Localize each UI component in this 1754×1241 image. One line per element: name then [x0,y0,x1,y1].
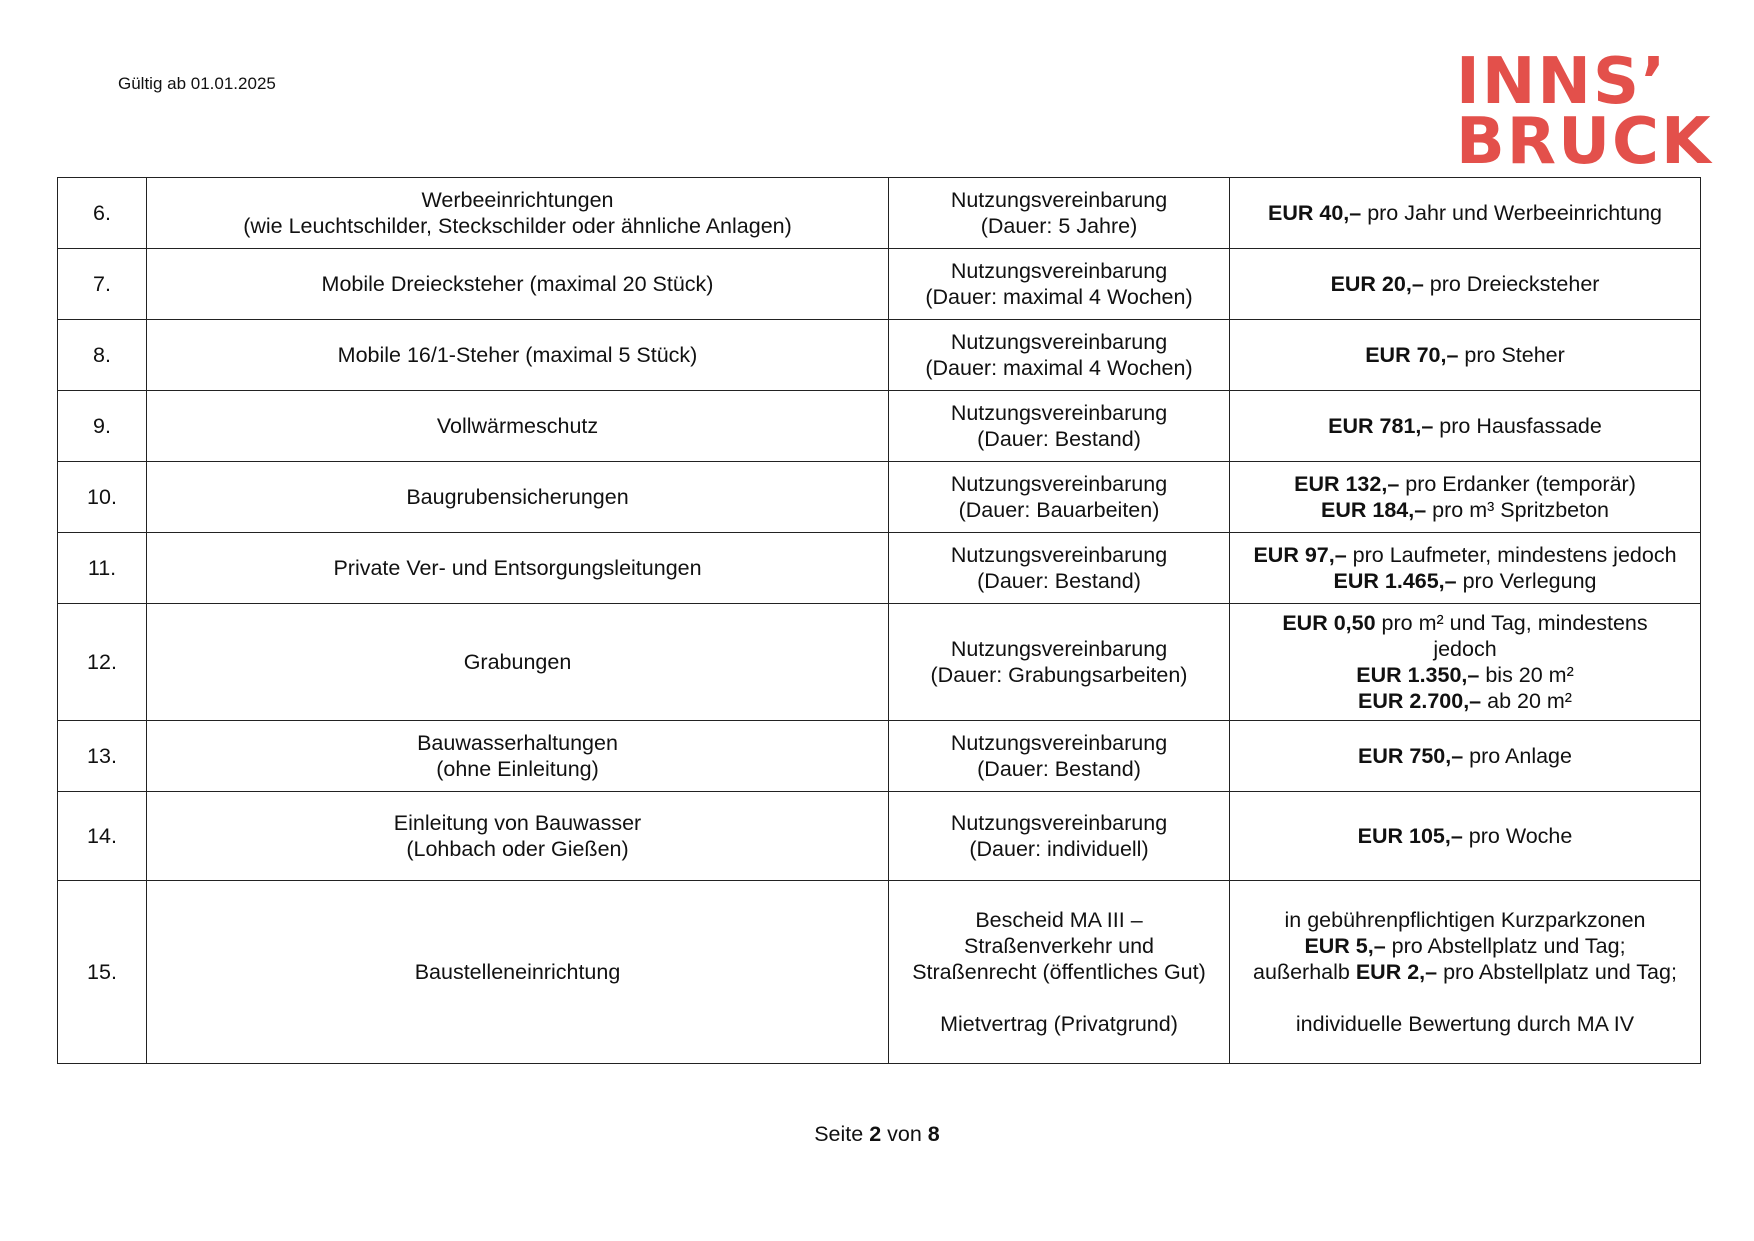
valid-from: Gültig ab 01.01.2025 [118,74,276,93]
fee-amount: EUR 40,– [1268,201,1362,225]
fee-cell [1230,249,1701,320]
fee-amount: EUR 132,– [1294,472,1400,496]
agreement-cell-line: Nutzungsvereinbarung [950,637,1168,661]
fee-amount: EUR 5,– [1304,934,1386,958]
fee-amount: EUR 105,– [1357,824,1463,848]
agreement-cell-line: Nutzungsvereinbarung [950,259,1168,283]
table-row [58,249,1701,320]
fee-line [1234,907,1696,933]
fee-text: pro Verlegung [1456,569,1597,593]
fee-cell [1230,462,1701,533]
description-cell-line: Vollwärmeschutz [436,414,599,438]
fee-amount: EUR 184,– [1321,498,1427,522]
description-cell [147,792,889,881]
agreement-cell [889,462,1230,533]
fee-text: pro Steher [1458,343,1565,367]
description-cell [147,881,889,1064]
agreement-cell-line: Nutzungsvereinbarung [950,188,1168,212]
fee-cell [1230,792,1701,881]
row-number: 13. [58,721,147,792]
agreement-cell-line: (Dauer: 5 Jahre) [980,214,1138,238]
fee-cell [1230,320,1701,391]
fee-line [1234,342,1696,368]
fee-cell [1230,391,1701,462]
agreement-cell-line: Bescheid MA III – [975,908,1143,932]
table-row [58,721,1701,792]
fee-text: pro Abstellplatz und Tag; [1437,960,1677,984]
fee-text: pro Anlage [1463,744,1572,768]
description-cell-line: Mobile 16/1-Steher (maximal 5 Stück) [337,343,698,367]
agreement-cell-line: Straßenrecht (öffentliches Gut) [912,960,1206,984]
agreement-cell-line: (Dauer: maximal 4 Wochen) [925,285,1193,309]
agreement-cell-line: Mietvertrag (Privatgrund) [940,1012,1178,1036]
fee-line [1234,933,1696,959]
description-cell [147,721,889,792]
agreement-cell-line: Nutzungsvereinbarung [950,472,1168,496]
fee-line [1234,1011,1696,1037]
description-cell-line: Einleitung von Bauwasser [393,811,642,835]
agreement-cell [889,792,1230,881]
description-cell [147,533,889,604]
fee-line [1234,662,1696,688]
fee-line [1234,688,1696,714]
description-cell-line: Baustelleneinrichtung [414,960,621,984]
agreement-cell-line: (Dauer: Bauarbeiten) [958,498,1160,522]
footer-page: 2 [869,1122,882,1146]
fee-text: pro Jahr und Werbeeinrichtung [1361,201,1662,225]
fee-text: pro Abstellplatz und Tag; [1385,934,1626,958]
row-number: 11. [58,533,147,604]
footer-middle: von [881,1122,928,1146]
description-cell-line: Grabungen [463,650,572,674]
table-row [58,604,1701,721]
fee-table [57,177,1701,1064]
agreement-cell [889,249,1230,320]
fee-text: pro Laufmeter, mindestens jedoch [1346,543,1677,567]
agreement-cell-line: (Dauer: maximal 4 Wochen) [925,356,1193,380]
agreement-cell-line: (Dauer: Bestand) [977,427,1141,451]
description-cell [147,604,889,721]
agreement-cell [889,320,1230,391]
fee-line [1234,568,1696,594]
fee-amount: EUR 781,– [1328,414,1434,438]
fee-line [1234,743,1696,769]
agreement-cell-line: Straßenverkehr und [963,934,1154,958]
agreement-cell [889,178,1230,249]
fee-line [1234,542,1696,568]
fee-amount: EUR 97,– [1253,543,1347,567]
table-row [58,792,1701,881]
description-cell-line: (ohne Einleitung) [436,757,599,781]
logo-line-1: INNS’ [1456,45,1668,119]
description-cell [147,178,889,249]
fee-text: jedoch [1433,637,1497,661]
agreement-cell-line: Nutzungsvereinbarung [950,543,1168,567]
table-row [58,320,1701,391]
agreement-cell-line: Nutzungsvereinbarung [950,401,1168,425]
fee-amount: EUR 20,– [1330,272,1424,296]
agreement-cell-line [893,985,1225,1011]
row-number: 12. [58,604,147,721]
table-row [58,178,1701,249]
fee-text: bis 20 m² [1479,663,1574,687]
fee-amount: EUR 1.465,– [1333,569,1457,593]
row-number: 15. [58,881,147,1064]
fee-line [1234,271,1696,297]
agreement-cell-line: (Dauer: Grabungsarbeiten) [930,663,1188,687]
fee-cell [1230,178,1701,249]
fee-line [1234,636,1696,662]
table-row [58,391,1701,462]
fee-amount: EUR 0,50 [1282,611,1376,635]
fee-amount: EUR 750,– [1358,744,1464,768]
fee-prefix: individuelle Bewertung durch MA IV [1295,1012,1635,1036]
fee-text: pro Dreiecksteher [1423,272,1600,296]
agreement-cell-line: (Dauer: Bestand) [977,569,1141,593]
agreement-cell-line: (Dauer: Bestand) [977,757,1141,781]
fee-text: pro Hausfassade [1433,414,1602,438]
fee-amount: EUR 2,– [1355,960,1438,984]
description-cell [147,462,889,533]
agreement-cell [889,391,1230,462]
table-row [58,881,1701,1064]
description-cell-line: Mobile Dreiecksteher (maximal 20 Stück) [321,272,714,296]
fee-text: pro m² und Tag, mindestens [1375,611,1648,635]
fee-text: ab 20 m² [1481,689,1572,713]
fee-amount: EUR 70,– [1365,343,1459,367]
description-cell-line: (wie Leuchtschilder, Steckschilder oder ähnliche Anlagen) [243,214,792,238]
table-row [58,533,1701,604]
fee-line [1234,497,1696,523]
row-number: 14. [58,792,147,881]
row-number: 8. [58,320,147,391]
description-cell [147,320,889,391]
agreement-cell-line: Nutzungsvereinbarung [950,731,1168,755]
fee-amount: EUR 2.700,– [1358,689,1482,713]
row-number: 6. [58,178,147,249]
fee-line [1234,823,1696,849]
fee-text: pro Erdanker (temporär) [1399,472,1636,496]
fee-line [1234,610,1696,636]
description-cell-line: Bauwasserhaltungen [417,731,618,755]
fee-line [1234,985,1696,1011]
description-cell [147,391,889,462]
fee-line [1234,200,1696,226]
agreement-cell-line: (Dauer: individuell) [969,837,1149,861]
fee-cell [1230,604,1701,721]
fee-table-body [58,178,1701,1064]
fee-text: pro m³ Spritzbeton [1426,498,1609,522]
agreement-cell [889,881,1230,1064]
fee-amount: EUR 1.350,– [1356,663,1480,687]
agreement-cell-line: Nutzungsvereinbarung [950,330,1168,354]
footer-total: 8 [927,1122,940,1146]
agreement-cell [889,721,1230,792]
fee-cell [1230,533,1701,604]
description-cell-line: Baugrubensicherungen [406,485,629,509]
fee-line [1234,959,1696,985]
row-number: 10. [58,462,147,533]
description-cell-line: Private Ver- und Entsorgungsleitungen [333,556,702,580]
innsbruck-logo [1456,45,1713,179]
fee-line [1234,413,1696,439]
fee-prefix: in gebührenpflichtigen Kurzparkzonen [1284,908,1646,932]
agreement-cell-line: Nutzungsvereinbarung [950,811,1168,835]
page-footer [0,1122,1754,1147]
description-cell-line: Werbeeinrichtungen [421,188,614,212]
fee-prefix: außerhalb [1253,960,1356,984]
fee-cell [1230,881,1701,1064]
fee-cell [1230,721,1701,792]
description-cell-line: (Lohbach oder Gießen) [406,837,629,861]
agreement-cell [889,604,1230,721]
agreement-cell [889,533,1230,604]
table-row [58,462,1701,533]
description-cell [147,249,889,320]
logo-line-2: BRUCK [1456,105,1713,179]
fee-text: pro Woche [1462,824,1573,848]
fee-line [1234,471,1696,497]
footer-prefix: Seite [814,1122,870,1146]
row-number: 7. [58,249,147,320]
row-number: 9. [58,391,147,462]
